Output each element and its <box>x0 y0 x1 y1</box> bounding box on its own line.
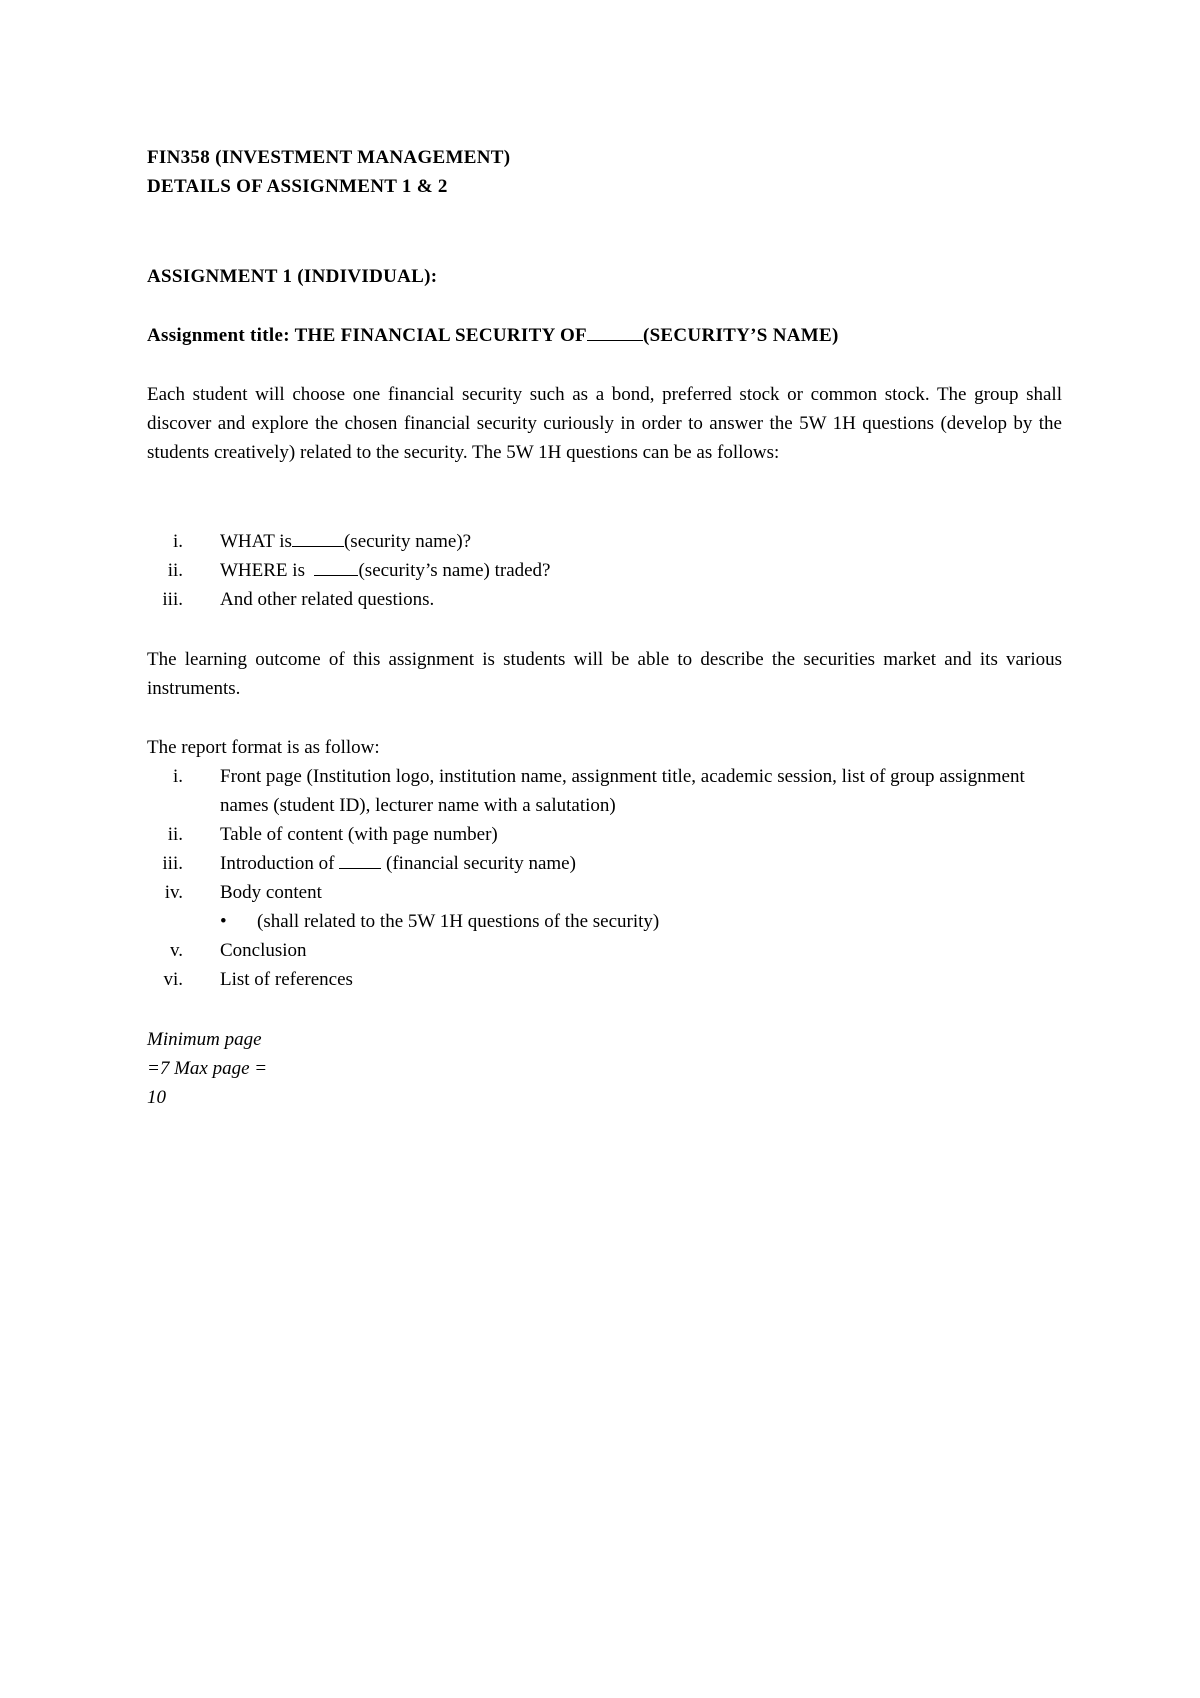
format-list <box>147 762 1062 994</box>
bullet-icon: • <box>220 911 227 932</box>
blank-line <box>314 557 358 576</box>
list-item: i. Front page (Institution logo, institution name, assignment title, academic session, list of group assignment names (student ID), lecturer name with a salutation) <box>172 766 1025 816</box>
assignment-title-line <box>147 321 1062 350</box>
questions-list <box>147 527 1062 614</box>
list-item: iv. Body content <box>164 882 322 903</box>
page-limits: Minimum page =7 Max page = 10 <box>147 1029 268 1108</box>
assignment-title-suffix: (SECURITY’S NAME) <box>642 325 839 346</box>
assignment-title-text: THE FINANCIAL SECURITY OF <box>294 325 587 346</box>
format-intro: The report format is as follow: <box>147 737 380 758</box>
intro-paragraph: Each student will choose one financial security such as a bond, preferred stock or common stock. The group shall discover and explore the chosen financial security curiously in order to answer the 5W 1H questions (develop by the students creatively) related to the security. The 5W 1H questions can be as follows: <box>147 384 1062 463</box>
list-item: v. Conclusion <box>169 940 307 961</box>
list-item: iii. And other related questions. <box>162 589 435 610</box>
document-header <box>147 143 1062 201</box>
learning-outcome: The learning outcome of this assignment is students will be able to describe the securities market and its various instruments. <box>147 649 1062 699</box>
title-blank <box>587 322 643 341</box>
list-item: ii. WHERE is (security’s name) traded? <box>147 556 1062 585</box>
assignment-title-label: Assignment title: <box>147 325 290 346</box>
details-title: DETAILS OF ASSIGNMENT 1 & 2 <box>147 176 448 197</box>
blank-line <box>339 850 381 869</box>
list-item: vi. List of references <box>163 969 353 990</box>
list-item: iii. Introduction of (financial security name) <box>147 849 1062 878</box>
assignment-heading: ASSIGNMENT 1 (INDIVIDUAL): <box>147 266 438 287</box>
course-title: FIN358 (INVESTMENT MANAGEMENT) <box>147 147 511 168</box>
bullet-item: • (shall related to the 5W 1H questions of the security) <box>147 907 1062 936</box>
list-item: i. WHAT is (security name)? <box>147 527 1062 556</box>
list-item: ii. Table of content (with page number) <box>167 824 498 845</box>
blank-line <box>292 528 344 547</box>
